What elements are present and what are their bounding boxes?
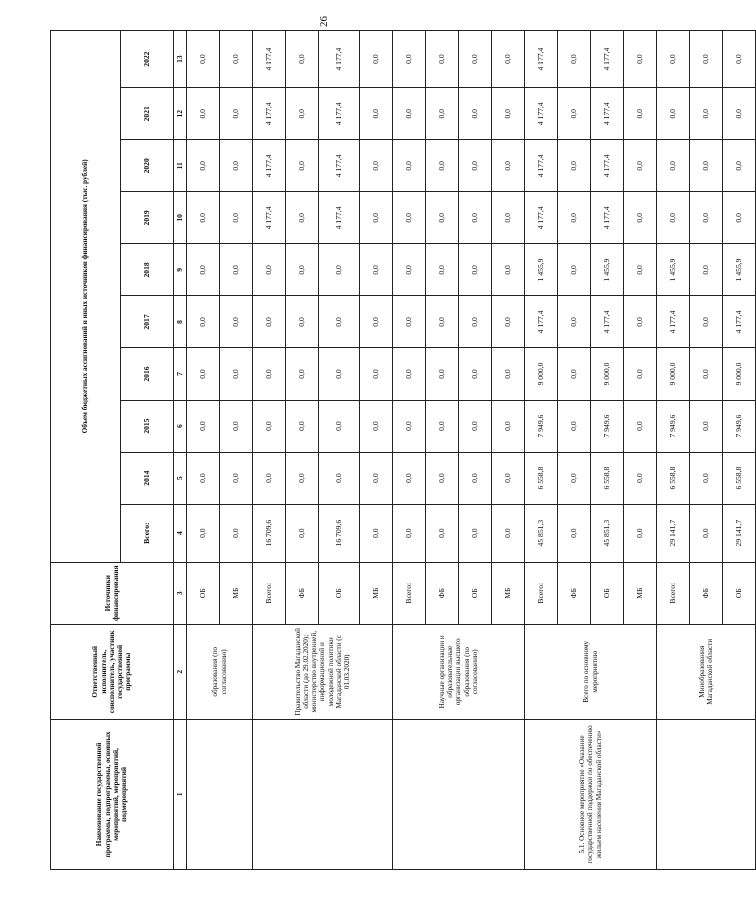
row-value-cell: 0,0 (492, 192, 525, 244)
row-value-cell: 0,0 (393, 400, 426, 452)
column-number: 4 (174, 504, 187, 562)
column-number: 2 (174, 624, 187, 719)
row-name-cell (657, 719, 756, 869)
row-value-cell: 0,0 (220, 296, 253, 348)
row-value-cell: 0,0 (459, 400, 492, 452)
row-value-cell: 4 177,4 (253, 88, 286, 140)
row-value-cell: 0,0 (492, 244, 525, 296)
budget-table (50, 30, 756, 870)
row-source-cell: ФБ (558, 562, 591, 624)
row-value-cell: 4 177,4 (525, 192, 558, 244)
row-value-cell: 9 000,0 (525, 348, 558, 400)
row-value-cell: 0,0 (393, 296, 426, 348)
row-source-cell: ОБ (723, 562, 756, 624)
row-value-cell: 7 949,6 (657, 400, 690, 452)
row-value-cell: 0,0 (624, 348, 657, 400)
row-value-cell: 4 177,4 (253, 31, 286, 88)
row-value-cell: 0,0 (492, 140, 525, 192)
row-value-cell: 0,0 (690, 140, 723, 192)
row-value-cell: 0,0 (253, 244, 286, 296)
row-value-cell: 0,0 (220, 504, 253, 562)
row-source-cell: ОБ (319, 562, 360, 624)
header-year: 2020 (121, 140, 174, 192)
row-value-cell: 0,0 (624, 452, 657, 504)
row-value-cell: 0,0 (286, 296, 319, 348)
row-name-cell (187, 719, 253, 869)
row-value-cell: 0,0 (723, 31, 756, 88)
row-responsible-cell: образования (по согласованию) (187, 624, 253, 719)
row-value-cell: 0,0 (459, 192, 492, 244)
row-value-cell: 0,0 (319, 348, 360, 400)
row-value-cell: 0,0 (624, 140, 657, 192)
row-value-cell: 0,0 (459, 31, 492, 88)
row-value-cell: 0,0 (286, 504, 319, 562)
column-number: 5 (174, 452, 187, 504)
column-number: 12 (174, 88, 187, 140)
row-value-cell: 0,0 (360, 31, 393, 88)
table-row (525, 31, 558, 870)
header-year: 2019 (121, 192, 174, 244)
row-value-cell: 0,0 (624, 244, 657, 296)
row-value-cell: 0,0 (690, 31, 723, 88)
row-value-cell: 0,0 (393, 31, 426, 88)
row-value-cell: 0,0 (426, 140, 459, 192)
row-value-cell: 0,0 (492, 348, 525, 400)
row-value-cell: 0,0 (187, 452, 220, 504)
row-source-cell: Всего: (657, 562, 690, 624)
table-row (657, 31, 690, 870)
row-value-cell: 0,0 (690, 504, 723, 562)
row-value-cell: 0,0 (492, 31, 525, 88)
row-name-cell (393, 719, 525, 869)
table-row (253, 31, 286, 870)
row-value-cell: 29 141,7 (723, 504, 756, 562)
row-source-cell: ОБ (591, 562, 624, 624)
row-value-cell: 0,0 (723, 192, 756, 244)
row-value-cell: 0,0 (253, 296, 286, 348)
row-value-cell: 0,0 (624, 31, 657, 88)
row-value-cell: 4 177,4 (525, 296, 558, 348)
row-value-cell: 0,0 (426, 88, 459, 140)
header-year: 2015 (121, 400, 174, 452)
header-year: 2018 (121, 244, 174, 296)
row-source-cell: МБ (624, 562, 657, 624)
row-source-cell: ОБ (459, 562, 492, 624)
row-value-cell: 0,0 (220, 31, 253, 88)
row-value-cell: 4 177,4 (657, 296, 690, 348)
row-value-cell: 0,0 (558, 452, 591, 504)
row-value-cell: 0,0 (459, 296, 492, 348)
row-value-cell: 0,0 (690, 452, 723, 504)
column-number: 9 (174, 244, 187, 296)
row-value-cell: 6 558,8 (525, 452, 558, 504)
row-value-cell: 0,0 (459, 88, 492, 140)
row-value-cell: 0,0 (360, 348, 393, 400)
row-value-cell: 0,0 (426, 400, 459, 452)
row-value-cell: 0,0 (360, 400, 393, 452)
row-source-cell: МБ (220, 562, 253, 624)
row-value-cell: 0,0 (187, 400, 220, 452)
row-value-cell: 45 851,3 (525, 504, 558, 562)
row-value-cell: 0,0 (286, 400, 319, 452)
row-value-cell: 0,0 (220, 192, 253, 244)
row-value-cell: 0,0 (690, 88, 723, 140)
row-value-cell: 16 709,6 (253, 504, 286, 562)
row-value-cell: 0,0 (393, 140, 426, 192)
row-value-cell: 0,0 (187, 504, 220, 562)
row-value-cell: 0,0 (558, 400, 591, 452)
row-value-cell: 7 949,6 (525, 400, 558, 452)
row-value-cell: 0,0 (286, 348, 319, 400)
row-value-cell: 0,0 (187, 296, 220, 348)
row-value-cell: 0,0 (492, 452, 525, 504)
rotated-table-container (50, 30, 743, 870)
row-value-cell: 0,0 (657, 31, 690, 88)
row-value-cell: 0,0 (492, 296, 525, 348)
row-value-cell: 29 141,7 (657, 504, 690, 562)
table-row (187, 31, 220, 870)
row-responsible-cell: Правительство Магаданской области (до 29.02.2020); министерство внутренней, информационной и молодежной политики Магаданской области (с 01.03.2020) (253, 624, 393, 719)
row-responsible-cell: Всего по основному мероприятию (525, 624, 657, 719)
row-value-cell: 0,0 (187, 31, 220, 88)
row-value-cell: 9 000,0 (723, 348, 756, 400)
row-value-cell: 4 177,4 (319, 140, 360, 192)
row-value-cell: 0,0 (558, 244, 591, 296)
column-number: 3 (174, 562, 187, 624)
row-value-cell: 0,0 (220, 452, 253, 504)
row-value-cell: 0,0 (657, 140, 690, 192)
row-value-cell: 0,0 (393, 452, 426, 504)
row-value-cell: 0,0 (459, 504, 492, 562)
column-number: 6 (174, 400, 187, 452)
row-value-cell: 0,0 (319, 452, 360, 504)
column-number: 8 (174, 296, 187, 348)
header-responsible: Ответственный исполнитель, соисполнитель, участник государственной программы (51, 624, 174, 719)
row-value-cell: 0,0 (690, 400, 723, 452)
row-value-cell: 0,0 (426, 348, 459, 400)
row-responsible-cell: Научные организации и образовательные организации высшего образования (по согласованию) (393, 624, 525, 719)
row-value-cell: 0,0 (558, 31, 591, 88)
column-number: 13 (174, 31, 187, 88)
header-name: Наименование государственной программы, подпрограммы, основных мероприятий, мероприятий, подмероприятий (51, 719, 174, 869)
row-value-cell: 0,0 (253, 400, 286, 452)
column-number: 11 (174, 140, 187, 192)
row-value-cell: 0,0 (558, 88, 591, 140)
row-value-cell: 0,0 (393, 504, 426, 562)
row-value-cell: 0,0 (220, 140, 253, 192)
row-value-cell: 0,0 (319, 296, 360, 348)
row-value-cell: 0,0 (319, 244, 360, 296)
row-value-cell: 4 177,4 (591, 296, 624, 348)
header-amount: Объем бюджетных ассигнований и иных источников финансирования (тыс. рублей) (51, 31, 121, 563)
row-value-cell: 0,0 (492, 400, 525, 452)
row-value-cell: 4 177,4 (253, 140, 286, 192)
row-value-cell: 0,0 (187, 140, 220, 192)
row-value-cell: 0,0 (360, 504, 393, 562)
row-value-cell: 0,0 (286, 192, 319, 244)
row-value-cell: 9 000,0 (591, 348, 624, 400)
row-value-cell: 0,0 (657, 88, 690, 140)
row-value-cell: 0,0 (624, 504, 657, 562)
row-value-cell: 0,0 (426, 452, 459, 504)
row-value-cell: 0,0 (426, 31, 459, 88)
row-value-cell: 0,0 (558, 348, 591, 400)
row-value-cell: 0,0 (187, 348, 220, 400)
row-value-cell: 0,0 (492, 88, 525, 140)
row-value-cell: 0,0 (360, 192, 393, 244)
row-source-cell: Всего: (393, 562, 426, 624)
row-value-cell: 0,0 (558, 192, 591, 244)
row-value-cell: 4 177,4 (253, 192, 286, 244)
row-value-cell: 0,0 (393, 244, 426, 296)
row-value-cell: 0,0 (286, 88, 319, 140)
row-value-cell: 0,0 (459, 452, 492, 504)
header-year: 2016 (121, 348, 174, 400)
row-value-cell: 0,0 (360, 88, 393, 140)
table-body (187, 31, 756, 870)
row-value-cell: 0,0 (558, 296, 591, 348)
row-value-cell: 45 851,3 (591, 504, 624, 562)
row-value-cell: 0,0 (286, 452, 319, 504)
row-name-cell (253, 719, 393, 869)
row-value-cell: 0,0 (459, 140, 492, 192)
row-value-cell: 0,0 (220, 348, 253, 400)
row-value-cell: 4 177,4 (591, 31, 624, 88)
row-value-cell: 4 177,4 (525, 88, 558, 140)
row-source-cell: МБ (492, 562, 525, 624)
row-source-cell: МБ (360, 562, 393, 624)
row-value-cell: 9 000,0 (657, 348, 690, 400)
row-value-cell: 0,0 (657, 192, 690, 244)
row-value-cell: 1 455,9 (657, 244, 690, 296)
row-value-cell: 0,0 (426, 244, 459, 296)
row-value-cell: 4 177,4 (591, 140, 624, 192)
row-value-cell: 7 949,6 (723, 400, 756, 452)
row-value-cell: 0,0 (624, 296, 657, 348)
page-number: 26 (318, 16, 330, 27)
row-responsible-cell: Минобразования Магаданской области (657, 624, 756, 719)
row-value-cell: 0,0 (459, 348, 492, 400)
row-value-cell: 0,0 (360, 452, 393, 504)
row-value-cell: 0,0 (286, 31, 319, 88)
row-value-cell: 0,0 (360, 244, 393, 296)
row-value-cell: 0,0 (187, 88, 220, 140)
row-value-cell: 1 455,9 (723, 244, 756, 296)
row-value-cell: 0,0 (459, 244, 492, 296)
row-source-cell: Всего: (525, 562, 558, 624)
row-value-cell: 0,0 (286, 244, 319, 296)
row-value-cell: 0,0 (319, 400, 360, 452)
row-value-cell: 0,0 (624, 88, 657, 140)
row-value-cell: 6 558,8 (723, 452, 756, 504)
row-value-cell: 0,0 (360, 140, 393, 192)
row-value-cell: 4 177,4 (319, 31, 360, 88)
row-value-cell: 7 949,6 (591, 400, 624, 452)
row-value-cell: 0,0 (426, 296, 459, 348)
column-number: 10 (174, 192, 187, 244)
row-value-cell: 4 177,4 (591, 192, 624, 244)
row-value-cell: 16 709,6 (319, 504, 360, 562)
row-value-cell: 4 177,4 (319, 192, 360, 244)
row-value-cell: 0,0 (187, 244, 220, 296)
row-value-cell: 0,0 (690, 244, 723, 296)
row-value-cell: 0,0 (253, 452, 286, 504)
header-year: Всего: (121, 504, 174, 562)
row-value-cell: 0,0 (253, 348, 286, 400)
column-number: 1 (174, 719, 187, 869)
row-value-cell: 0,0 (393, 192, 426, 244)
column-number: 7 (174, 348, 187, 400)
row-value-cell: 0,0 (558, 504, 591, 562)
row-value-cell: 0,0 (723, 140, 756, 192)
row-source-cell: ФБ (690, 562, 723, 624)
row-value-cell: 0,0 (690, 296, 723, 348)
row-source-cell: Всего: (253, 562, 286, 624)
row-value-cell: 0,0 (690, 192, 723, 244)
row-value-cell: 0,0 (286, 140, 319, 192)
header-source: Источники финансирования (51, 562, 174, 624)
row-value-cell: 1 455,9 (525, 244, 558, 296)
row-value-cell: 0,0 (426, 192, 459, 244)
column-numbers-row (174, 31, 187, 870)
row-value-cell: 1 455,9 (591, 244, 624, 296)
row-value-cell: 6 558,8 (591, 452, 624, 504)
row-value-cell: 4 177,4 (591, 88, 624, 140)
row-value-cell: 0,0 (624, 192, 657, 244)
row-value-cell: 0,0 (492, 504, 525, 562)
row-value-cell: 0,0 (220, 88, 253, 140)
header-year: 2021 (121, 88, 174, 140)
row-source-cell: ОБ (187, 562, 220, 624)
row-value-cell: 0,0 (723, 88, 756, 140)
header-year: 2017 (121, 296, 174, 348)
table-row (393, 31, 426, 870)
row-source-cell: ФБ (286, 562, 319, 624)
row-value-cell: 4 177,4 (723, 296, 756, 348)
row-value-cell: 4 177,4 (525, 31, 558, 88)
row-value-cell: 0,0 (393, 348, 426, 400)
row-value-cell: 0,0 (220, 400, 253, 452)
row-value-cell: 0,0 (360, 296, 393, 348)
row-value-cell: 0,0 (393, 88, 426, 140)
row-value-cell: 4 177,4 (319, 88, 360, 140)
header-year: 2014 (121, 452, 174, 504)
header-year: 2022 (121, 31, 174, 88)
row-source-cell: ФБ (426, 562, 459, 624)
row-value-cell: 4 177,4 (525, 140, 558, 192)
row-value-cell: 0,0 (426, 504, 459, 562)
row-value-cell: 0,0 (187, 192, 220, 244)
row-value-cell: 0,0 (558, 140, 591, 192)
row-name-cell: 5.1. Основное мероприятие «Оказание государственной поддержки по обеспечению жильем населения Магаданской области» (525, 719, 657, 869)
row-value-cell: 0,0 (624, 400, 657, 452)
row-value-cell: 0,0 (690, 348, 723, 400)
row-value-cell: 6 558,8 (657, 452, 690, 504)
row-value-cell: 0,0 (220, 244, 253, 296)
